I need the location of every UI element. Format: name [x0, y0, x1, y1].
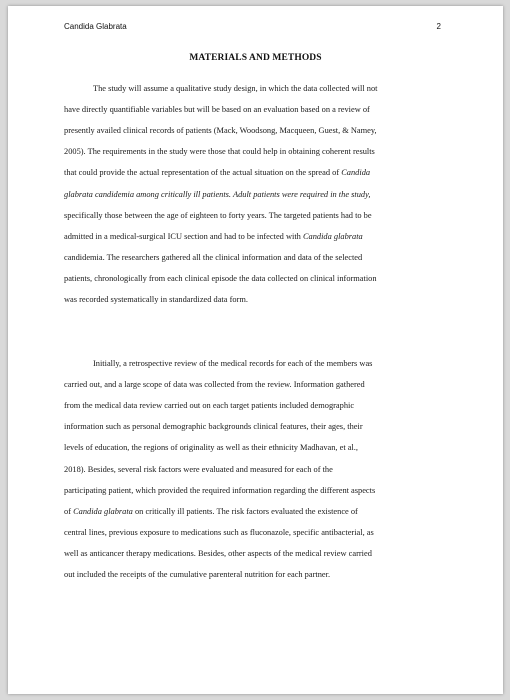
- italic-term: candidemia among critically ill patients. Adult patients were required in the study,: [92, 189, 371, 199]
- document-page: [8, 6, 503, 694]
- text-line: [64, 253, 362, 262]
- text-segment: 2018). Besides, several risk factors were evaluated and measured for each of the: [64, 464, 333, 474]
- text-segment: well as anticancer therapy medications. Besides, other aspects of the medical review carried: [64, 548, 372, 558]
- italic-term: Candida glabrata: [73, 506, 133, 516]
- text-line: [64, 422, 363, 431]
- italic-term: glabrata: [64, 189, 93, 199]
- text-line: [64, 105, 370, 114]
- author-name: Candida Glabrata: [64, 22, 127, 31]
- text-segment: on critically ill patients. The risk factors evaluated the existence of: [132, 506, 358, 516]
- text-segment: presently availed clinical records of patients (Mack, Woodsong, Macqueen, Guest, & Namey,: [64, 126, 377, 136]
- text-segment: levels of education, the regions of originality as well as their ethnicity Madhavan, et al.,: [64, 443, 358, 453]
- text-segment: specifically those between the age of eighteen to forty years. The targeted patients had to be: [64, 210, 372, 220]
- page-number: 2: [436, 22, 441, 31]
- text-line: [64, 528, 374, 537]
- text-segment: carried out, and a large scope of data was collected from the review. Information gathered: [64, 380, 365, 390]
- text-segment: was recorded systematically in standardized data form.: [64, 295, 248, 304]
- text-segment: The study will assume a qualitative study design, in which the data collected will not: [93, 84, 378, 93]
- text-line: [93, 359, 372, 368]
- section-title: MATERIALS AND METHODS: [189, 53, 322, 63]
- text-segment: information such as personal demographic backgrounds clinical features, their ages, their: [64, 422, 363, 432]
- text-segment: patients, chronologically from each clinical episode the data collected on clinical information: [64, 273, 377, 283]
- text-line: [64, 168, 370, 177]
- text-line: [64, 401, 354, 410]
- text-line: [64, 190, 370, 199]
- text-segment: of: [64, 506, 74, 516]
- text-line: [64, 443, 358, 452]
- text-line: [64, 232, 363, 241]
- text-segment: participating patient, which provided the required information regarding the different aspects: [64, 485, 376, 495]
- italic-term: Candida: [341, 168, 371, 178]
- text-line: [64, 380, 365, 389]
- text-line: [64, 486, 375, 495]
- text-line: [64, 295, 248, 304]
- text-line: [64, 570, 330, 579]
- text-line: [93, 84, 377, 93]
- text-segment: admitted in a medical-surgical ICU section and had to be infected with: [64, 231, 303, 241]
- text-segment: central lines, previous exposure to medications such as fluconazole, specific antibacterial, as: [64, 527, 374, 537]
- text-segment: candidemia. The researchers gathered all the clinical information and data of the selected: [64, 252, 363, 262]
- text-line: [64, 147, 375, 156]
- text-line: [64, 549, 372, 558]
- text-segment: 2005). The requirements in the study were those that could help in obtaining coherent results: [64, 147, 375, 157]
- text-line: [64, 274, 377, 283]
- text-segment: Initially, a retrospective review of the medical records for each of the members was: [93, 359, 373, 368]
- running-head: [64, 22, 441, 31]
- text-line: [64, 507, 358, 516]
- text-segment: have directly quantifiable variables but will be based on an evaluation based on a review of: [64, 105, 370, 115]
- italic-term: Candida glabrata: [302, 231, 363, 241]
- text-line: [64, 465, 333, 474]
- text-line: [64, 211, 372, 220]
- text-segment: that could provide the actual representation of the actual situation on the spread of: [64, 168, 342, 178]
- text-segment: out included the receipts of the cumulative parenteral nutrition for each partner.: [64, 570, 331, 579]
- text-segment: from the medical data review carried out on each target patients included demographic: [64, 401, 355, 411]
- text-line: [64, 126, 377, 135]
